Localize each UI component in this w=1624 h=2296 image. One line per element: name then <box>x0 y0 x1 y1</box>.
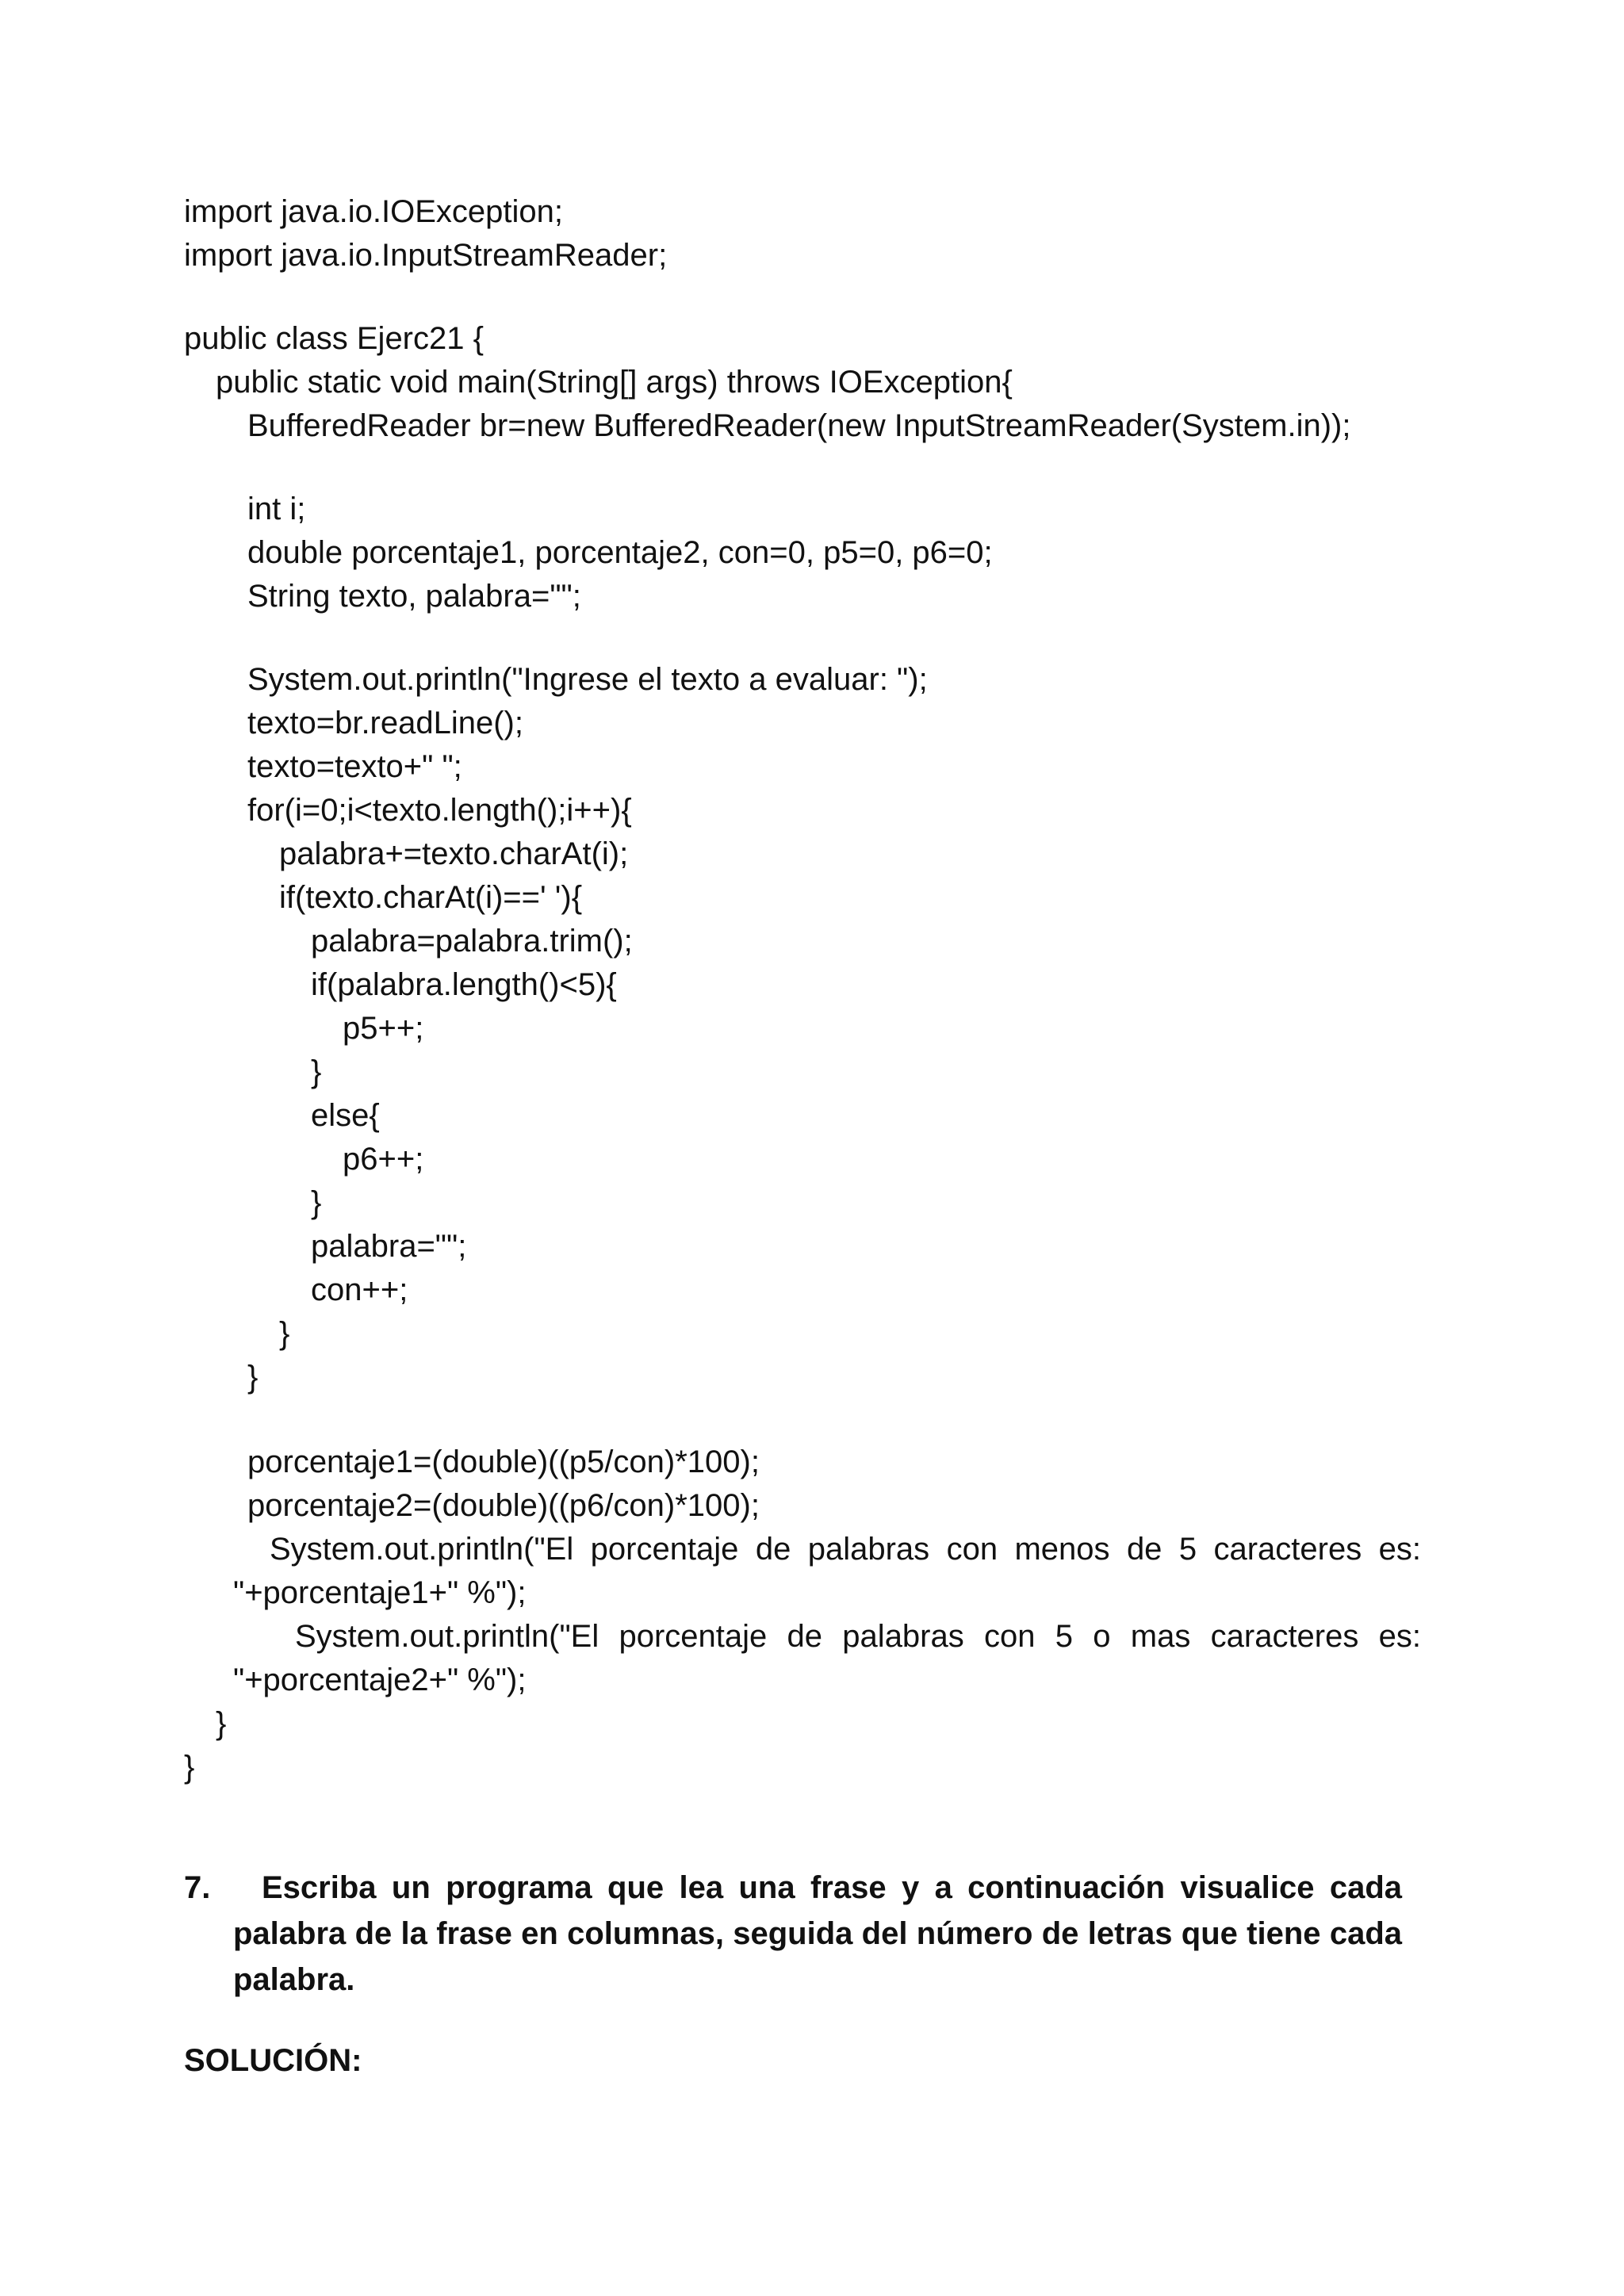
code-line: import java.io.IOException; <box>184 194 563 229</box>
code-line: public class Ejerc21 { <box>184 321 484 356</box>
code-line: "+porcentaje2+" %"); <box>233 1663 527 1697</box>
code-line: p6++; <box>343 1142 424 1177</box>
code-line: if(palabra.length()<5){ <box>311 967 617 1002</box>
code-line: System.out.println("El porcentaje de palabras con 5 o mas caracteres es: <box>295 1619 1421 1654</box>
code-line: palabra=palabra.trim(); <box>311 924 633 959</box>
code-line: public static void main(String[] args) throws IOException{ <box>216 365 1013 400</box>
code-line: } <box>216 1706 227 1741</box>
code-line: con++; <box>311 1272 408 1307</box>
code-line: texto=br.readLine(); <box>247 706 523 740</box>
code-line: palabra+=texto.charAt(i); <box>279 836 629 871</box>
code-line: else{ <box>311 1098 380 1133</box>
code-line: porcentaje2=(double)((p6/con)*100); <box>247 1488 760 1523</box>
code-line: if(texto.charAt(i)==' '){ <box>279 880 583 915</box>
code-line: import java.io.InputStreamReader; <box>184 238 668 273</box>
code-line: texto=texto+" "; <box>247 749 462 784</box>
exercise-number: 7. <box>184 1870 211 1905</box>
code-line: } <box>311 1185 322 1220</box>
code-line: } <box>311 1054 322 1089</box>
code-line: } <box>279 1316 290 1351</box>
exercise-statement: Escriba un programa que lea una frase y a continuación visualice cada palabra de la frase en columnas, seguida del número de letras que tiene cada palabra. <box>233 1870 1402 1997</box>
code-line: for(i=0;i<texto.length();i++){ <box>247 793 632 828</box>
code-line: porcentaje1=(double)((p5/con)*100); <box>247 1445 760 1479</box>
code-line: double porcentaje1, porcentaje2, con=0, p5=0, p6=0; <box>247 535 993 570</box>
code-line: BufferedReader br=new BufferedReader(new InputStreamReader(System.in)); <box>247 408 1351 443</box>
code-line: p5++; <box>343 1011 424 1046</box>
exercise-question <box>184 1865 1402 2003</box>
code-line: System.out.println("Ingrese el texto a evaluar: "); <box>247 662 928 697</box>
code-line: } <box>184 1750 195 1785</box>
code-line: int i; <box>247 492 306 526</box>
code-line: "+porcentaje1+" %"); <box>233 1575 527 1610</box>
code-listing <box>184 190 1421 1789</box>
code-line: String texto, palabra=""; <box>247 579 581 614</box>
solution-heading: SOLUCIÓN: <box>184 2043 362 2078</box>
code-line: } <box>247 1360 259 1395</box>
code-line: palabra=""; <box>311 1229 467 1264</box>
code-line: System.out.println("El porcentaje de palabras con menos de 5 caracteres es: <box>270 1532 1421 1567</box>
